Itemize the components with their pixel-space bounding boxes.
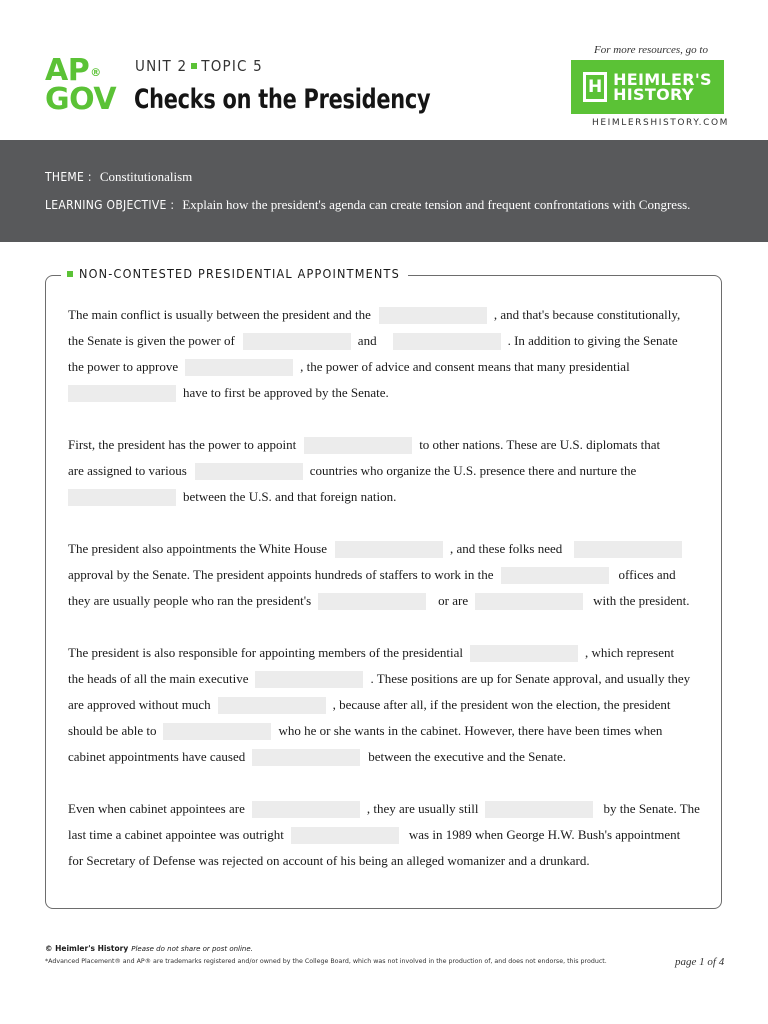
share-notice: Please do not share or post online. (131, 945, 253, 953)
text-line (68, 796, 708, 822)
text-line (68, 666, 708, 692)
green-square-icon (67, 271, 73, 277)
blank-field[interactable] (475, 593, 583, 610)
trademark-notice: *Advanced Placement® and AP® are trademarks registered and/or owned by the College Board, which was not involved in the production of, and does not endorse, this product. (45, 958, 607, 965)
blank-field[interactable] (304, 437, 412, 454)
text-line (68, 536, 708, 562)
text-segment: First, the president has the power to appoint (68, 437, 297, 452)
blank-field[interactable] (501, 567, 609, 584)
blank-field[interactable] (243, 333, 351, 350)
text-segment: , because after all, if the president won the election, the president (332, 697, 671, 712)
text-segment: by the Senate. The (603, 801, 700, 816)
blank-field[interactable] (485, 801, 593, 818)
text-segment: are approved without much (68, 697, 211, 712)
text-segment: between the U.S. and that foreign nation. (183, 489, 397, 504)
blank-field[interactable] (574, 541, 682, 558)
logo-registered-mark: ® (90, 66, 101, 79)
blank-field[interactable] (318, 593, 426, 610)
text-segment: to other nations. These are U.S. diplomats that (419, 437, 661, 452)
text-line (68, 692, 708, 718)
text-segment: Even when cabinet appointees are (68, 801, 245, 816)
brand-name (613, 72, 712, 102)
heimlers-history-logo[interactable] (571, 60, 724, 114)
blank-field[interactable] (255, 671, 363, 688)
text-segment: are assigned to various (68, 463, 187, 478)
section-heading-text: NON-CONTESTED PRESIDENTIAL APPOINTMENTS (79, 266, 400, 281)
blank-field[interactable] (291, 827, 399, 844)
text-segment: was in 1989 when George H.W. Bush's appointment (408, 827, 681, 842)
logo-ap: AP (45, 53, 90, 88)
text-line (68, 328, 708, 354)
copyright-text: © Heimler's History (45, 944, 129, 953)
worksheet-body (68, 302, 708, 874)
text-line (68, 718, 708, 744)
text-segment: cabinet appointments have caused (68, 749, 246, 764)
page-title: Checks on the Presidency (134, 84, 431, 115)
text-segment: the Senate is given the power of (68, 333, 235, 348)
h-logo-icon: H (583, 72, 607, 102)
theme-value: Constitutionalism (99, 169, 193, 184)
text-segment: for Secretary of Defense was rejected on account of his being an alleged womanizer and a drunkard. (68, 853, 590, 868)
logo-gov: GOV (45, 82, 117, 117)
theme-row (45, 169, 192, 185)
text-line (68, 380, 708, 406)
ap-gov-logo (45, 53, 117, 117)
text-segment: , the power of advice and consent means that many presidential (300, 359, 630, 374)
footer-copyright (45, 944, 253, 953)
text-segment: , which represent (584, 645, 675, 660)
objective-value: Explain how the president's agenda can create tension and frequent confrontations with Congress. (182, 197, 691, 212)
brand-line-1: HEIMLER'S (613, 70, 712, 89)
blank-field[interactable] (195, 463, 303, 480)
topic-label: TOPIC 5 (201, 57, 263, 75)
section-heading (61, 266, 408, 281)
text-segment: , they are usually still (366, 801, 479, 816)
website-link[interactable]: HEIMLERSHISTORY.COM (592, 118, 730, 128)
text-segment: who he or she wants in the cabinet. However, there have been times when (278, 723, 663, 738)
blank-field[interactable] (218, 697, 326, 714)
text-line (68, 302, 708, 328)
unit-topic-label (135, 57, 263, 75)
unit-label: UNIT 2 (135, 57, 188, 75)
blank-field[interactable] (68, 385, 176, 402)
text-segment: the heads of all the main executive (68, 671, 249, 686)
blank-field[interactable] (252, 801, 360, 818)
text-segment: and (357, 333, 377, 348)
text-segment: . In addition to giving the Senate (507, 333, 678, 348)
text-segment: with the president. (593, 593, 690, 608)
text-segment: have to first be approved by the Senate. (183, 385, 389, 400)
text-segment: , and these folks need (449, 541, 563, 556)
text-segment: or are (438, 593, 469, 608)
blank-field[interactable] (393, 333, 501, 350)
text-segment: countries who organize the U.S. presence there and nurture the (309, 463, 637, 478)
blank-field[interactable] (163, 723, 271, 740)
text-segment: The president is also responsible for appointing members of the presidential (68, 645, 463, 660)
text-line (68, 744, 708, 770)
text-segment: between the executive and the Senate. (368, 749, 567, 764)
green-square-icon (191, 63, 197, 69)
theme-band (0, 140, 768, 242)
blank-field[interactable] (185, 359, 293, 376)
blank-field[interactable] (252, 749, 360, 766)
text-segment: approval by the Senate. The president appoints hundreds of staffers to work in the (68, 567, 494, 582)
text-segment: the power to approve (68, 359, 179, 374)
text-line (68, 354, 708, 380)
resources-text: For more resources, go to (594, 44, 708, 56)
text-segment: should be able to (68, 723, 157, 738)
text-line (68, 484, 708, 510)
blank-field[interactable] (379, 307, 487, 324)
text-line (68, 848, 708, 874)
text-segment: , and that's because constitutionally, (493, 307, 681, 322)
theme-label: THEME : (45, 170, 92, 184)
text-line (68, 562, 708, 588)
text-line (68, 458, 708, 484)
blank-field[interactable] (68, 489, 176, 506)
text-segment: last time a cabinet appointee was outright (68, 827, 284, 842)
objective-label: LEARNING OBJECTIVE : (45, 198, 175, 212)
text-segment: they are usually people who ran the president's (68, 593, 312, 608)
text-line (68, 822, 708, 848)
blank-field[interactable] (470, 645, 578, 662)
text-line (68, 588, 708, 614)
text-segment: . These positions are up for Senate approval, and usually they (370, 671, 691, 686)
text-line (68, 432, 708, 458)
text-segment: The main conflict is usually between the president and the (68, 307, 371, 322)
page-number: page 1 of 4 (675, 956, 725, 968)
text-line (68, 640, 708, 666)
text-segment: offices and (618, 567, 676, 582)
blank-field[interactable] (335, 541, 443, 558)
objective-row (45, 197, 690, 213)
text-segment: The president also appointments the White House (68, 541, 327, 556)
brand-line-2: HISTORY (613, 85, 694, 104)
